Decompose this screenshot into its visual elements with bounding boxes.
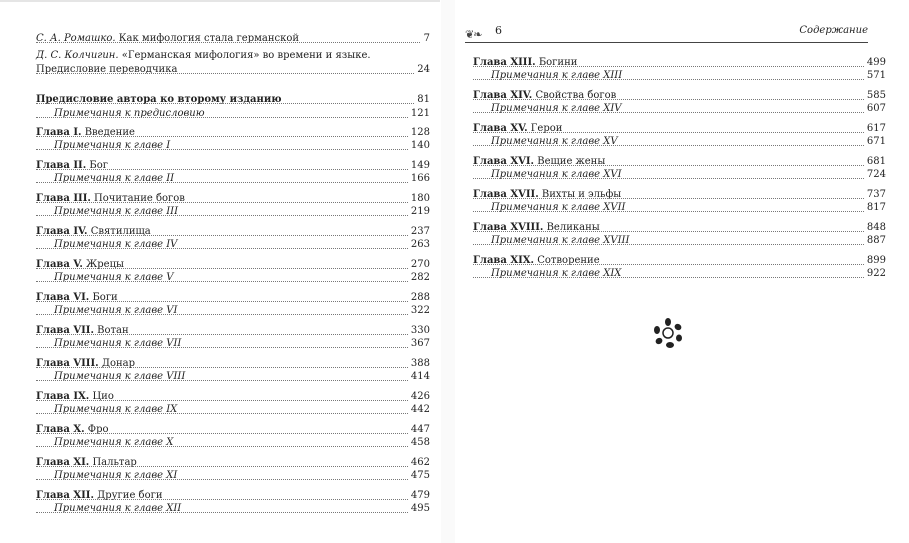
toc-label: Как мифология стала германской xyxy=(118,33,300,44)
leader-dots xyxy=(36,446,430,447)
left-page xyxy=(0,0,440,543)
chapter-title: Богини xyxy=(538,57,578,68)
chapter-title: Сотворение xyxy=(537,255,600,266)
toc-notes-label: Примечания к предисловию xyxy=(54,108,205,119)
toc-notes-label: Примечания к главе I xyxy=(54,140,171,151)
chapter-title: Жрецы xyxy=(86,259,124,270)
toc-notes-label: Примечания к главе XIV xyxy=(491,103,622,114)
toc-notes-label: Примечания к главе IV xyxy=(54,239,178,250)
chapter-title: Введение xyxy=(84,127,135,138)
toc-page: 887 xyxy=(864,234,886,248)
chapter-number: Глава XVIII. xyxy=(473,222,544,233)
toc-label: Предисловие автора ко второму изданию xyxy=(36,94,282,105)
toc-entry-chapter[interactable] xyxy=(36,357,430,371)
toc-notes-label: Примечания к главе IX xyxy=(54,404,178,415)
toc-page: 571 xyxy=(864,69,886,83)
right-page xyxy=(455,0,909,543)
toc-author: Д. С. Колчигин. xyxy=(36,50,119,61)
leader-dots xyxy=(36,367,430,368)
toc-notes-label: Примечания к главе VI xyxy=(54,305,178,316)
toc-notes-label: Примечания к главе XVIII xyxy=(491,235,630,246)
toc-page: 282 xyxy=(408,271,430,285)
chapter-number: Глава IV. xyxy=(36,226,88,237)
toc-entry-chapter[interactable] xyxy=(473,221,886,235)
leader-dots xyxy=(36,499,430,500)
chapter-title: Донар xyxy=(101,358,135,369)
leader-dots xyxy=(36,149,430,150)
leader-dots xyxy=(36,479,430,480)
toc-entry-chapter[interactable] xyxy=(473,254,886,268)
leader-dots xyxy=(36,117,430,118)
toc-entry-chapter[interactable] xyxy=(36,159,430,173)
toc-page: 607 xyxy=(864,102,886,116)
toc-page: 426 xyxy=(408,390,430,404)
toc-page: 24 xyxy=(414,63,430,77)
leader-dots xyxy=(36,314,430,315)
toc-notes-label: Примечания к главе V xyxy=(54,272,174,283)
leader-dots xyxy=(473,99,886,100)
toc-entry-notes[interactable] xyxy=(473,168,886,182)
leader-dots xyxy=(473,277,886,278)
toc-page: 462 xyxy=(408,456,430,470)
book-spine xyxy=(441,0,455,543)
chapter-number: Глава IX. xyxy=(36,391,90,402)
leader-dots xyxy=(36,433,430,434)
leader-dots xyxy=(36,136,430,137)
toc-entry-notes[interactable] xyxy=(36,304,430,318)
toc-label: Предисловие переводчика xyxy=(36,64,178,75)
toc-page: 149 xyxy=(408,159,430,173)
toc-entry-romashko[interactable] xyxy=(36,32,430,46)
toc-entry-chapter[interactable] xyxy=(473,188,886,202)
chapter-number: Глава XVI. xyxy=(473,156,535,167)
toc-page: 388 xyxy=(408,357,430,371)
toc-page: 81 xyxy=(414,93,430,107)
leader-dots xyxy=(36,169,430,170)
leader-dots xyxy=(36,42,430,43)
toc-entry-chapter[interactable] xyxy=(473,122,886,136)
leader-dots xyxy=(473,198,886,199)
chapter-number: Глава XIV. xyxy=(473,90,533,101)
chapter-number: Глава III. xyxy=(36,193,91,204)
leader-dots xyxy=(473,244,886,245)
chapter-title: Вихты и эльфы xyxy=(541,189,622,200)
chapter-title: Бог xyxy=(89,160,108,171)
leader-dots xyxy=(36,301,430,302)
leader-dots xyxy=(36,215,430,216)
chapter-title: Великаны xyxy=(546,222,600,233)
toc-entry-notes[interactable] xyxy=(473,234,886,248)
toc-entry-notes[interactable] xyxy=(36,139,430,153)
toc-page: 330 xyxy=(408,324,430,338)
toc-page: 479 xyxy=(408,489,430,503)
toc-page: 180 xyxy=(408,192,430,206)
chapter-title: Другие боги xyxy=(97,490,163,501)
toc-notes-label: Примечания к главе XV xyxy=(491,136,618,147)
floral-wreath-ornament-icon xyxy=(653,318,683,348)
toc-page: 166 xyxy=(408,172,430,186)
leader-dots xyxy=(473,79,886,80)
toc-entry-notes[interactable] xyxy=(36,502,430,516)
chapter-number: Глава VIII. xyxy=(36,358,99,369)
chapter-title: Фро xyxy=(87,424,109,435)
toc-page: 367 xyxy=(408,337,430,351)
toc-page: 495 xyxy=(408,502,430,516)
chapter-number: Глава XIII. xyxy=(473,57,536,68)
leader-dots xyxy=(473,165,886,166)
toc-page: 922 xyxy=(864,267,886,281)
toc-entry-chapter[interactable] xyxy=(36,324,430,338)
toc-entry-notes[interactable] xyxy=(473,135,886,149)
toc-page: 322 xyxy=(408,304,430,318)
toc-page: 671 xyxy=(864,135,886,149)
toc-entry-notes[interactable] xyxy=(473,201,886,215)
chapter-title: Цио xyxy=(92,391,114,402)
leader-dots xyxy=(36,182,430,183)
toc-notes-label: Примечания к главе XIX xyxy=(491,268,622,279)
toc-notes-label: Примечания к главе VII xyxy=(54,338,182,349)
toc-page: 585 xyxy=(864,89,886,103)
toc-page: 128 xyxy=(408,126,430,140)
leader-dots xyxy=(36,268,430,269)
page-number: 6 xyxy=(495,24,502,37)
toc-page: 121 xyxy=(408,107,430,121)
toc-entry-kolchigin[interactable] xyxy=(36,49,430,63)
toc-notes-label: Примечания к главе III xyxy=(54,206,179,217)
toc-page: 442 xyxy=(408,403,430,417)
toc-entry-notes[interactable] xyxy=(36,370,430,384)
toc-page: 475 xyxy=(408,469,430,483)
leader-dots xyxy=(36,235,430,236)
chapter-title: Пальтар xyxy=(92,457,137,468)
toc-notes-label: Примечания к главе XII xyxy=(54,503,182,514)
leader-dots xyxy=(36,380,430,381)
toc-entry-notes[interactable] xyxy=(473,69,886,83)
chapter-number: Глава XII. xyxy=(36,490,94,501)
toc-entry-chapter[interactable] xyxy=(473,155,886,169)
toc-page: 237 xyxy=(408,225,430,239)
leader-dots xyxy=(473,231,886,232)
chapter-number: Глава V. xyxy=(36,259,83,270)
toc-notes-label: Примечания к главе VIII xyxy=(54,371,186,382)
toc-page: 681 xyxy=(864,155,886,169)
toc-entry-chapter[interactable] xyxy=(36,258,430,272)
chapter-number: Глава II. xyxy=(36,160,87,171)
chapter-title: Святилища xyxy=(90,226,151,237)
toc-page: 458 xyxy=(408,436,430,450)
toc-entry-notes[interactable] xyxy=(36,337,430,351)
toc-entry-chapter[interactable] xyxy=(473,89,886,103)
leader-dots xyxy=(473,145,886,146)
toc-entry-chapter[interactable] xyxy=(36,192,430,206)
toc-author: С. А. Ромашко. xyxy=(36,33,116,44)
chapter-number: Глава XIX. xyxy=(473,255,535,266)
leader-dots xyxy=(36,466,430,467)
toc-entry-notes[interactable] xyxy=(36,172,430,186)
chapter-title: Свойства богов xyxy=(535,90,617,101)
running-header xyxy=(465,24,868,43)
toc-notes-label: Примечания к главе XVII xyxy=(491,202,626,213)
toc-entry-notes[interactable] xyxy=(473,267,886,281)
toc-page: 724 xyxy=(864,168,886,182)
chapter-number: Глава XVII. xyxy=(473,189,539,200)
leader-dots xyxy=(36,248,430,249)
toc-entry-translator-preface[interactable] xyxy=(36,63,430,77)
toc-entry-notes[interactable] xyxy=(36,469,430,483)
toc-entry-preface-notes[interactable] xyxy=(36,107,430,121)
toc-entry-chapter[interactable] xyxy=(36,126,430,140)
toc-page: 414 xyxy=(408,370,430,384)
toc-page: 263 xyxy=(408,238,430,252)
chapter-number: Глава XI. xyxy=(36,457,90,468)
toc-page: 899 xyxy=(864,254,886,268)
toc-entry-notes[interactable] xyxy=(473,102,886,116)
leader-dots xyxy=(473,211,886,212)
leader-dots xyxy=(473,66,886,67)
toc-entry-notes[interactable] xyxy=(36,436,430,450)
leader-dots xyxy=(36,202,430,203)
leader-dots xyxy=(36,413,430,414)
chapter-number: Глава XV. xyxy=(473,123,528,134)
toc-entry-chapter[interactable] xyxy=(36,390,430,404)
chapter-number: Глава I. xyxy=(36,127,82,138)
toc-page: 737 xyxy=(864,188,886,202)
toc-page: 219 xyxy=(408,205,430,219)
toc-page: 270 xyxy=(408,258,430,272)
toc-entry-notes[interactable] xyxy=(36,238,430,252)
toc-notes-label: Примечания к главе XIII xyxy=(491,70,623,81)
toc-notes-label: Примечания к главе XI xyxy=(54,470,178,481)
leader-dots xyxy=(36,73,430,74)
leader-dots xyxy=(36,281,430,282)
leader-dots xyxy=(473,264,886,265)
leader-dots xyxy=(473,132,886,133)
toc-entry-author-preface[interactable] xyxy=(36,93,430,107)
leader-dots xyxy=(36,400,430,401)
toc-page: 817 xyxy=(864,201,886,215)
toc-page: 140 xyxy=(408,139,430,153)
toc-entry-notes[interactable] xyxy=(36,271,430,285)
leader-dots xyxy=(36,347,430,348)
toc-entry-chapter[interactable] xyxy=(473,56,886,70)
toc-page: 7 xyxy=(421,32,430,46)
chapter-title: Вещие жены xyxy=(537,156,606,167)
running-title: Содержание xyxy=(799,25,868,36)
toc-page: 499 xyxy=(864,56,886,70)
chapter-title: Боги xyxy=(92,292,118,303)
toc-entry-chapter[interactable] xyxy=(36,489,430,503)
toc-entry-chapter[interactable] xyxy=(36,291,430,305)
leader-dots xyxy=(473,178,886,179)
toc-entry-notes[interactable] xyxy=(36,403,430,417)
leader-dots xyxy=(36,334,430,335)
leader-dots xyxy=(473,112,886,113)
toc-entry-notes[interactable] xyxy=(36,205,430,219)
vine-ornament-icon: ❦❧ xyxy=(465,28,482,41)
chapter-title: Почитание богов xyxy=(94,193,185,204)
leader-dots xyxy=(36,512,430,513)
chapter-number: Глава VII. xyxy=(36,325,94,336)
chapter-number: Глава VI. xyxy=(36,292,90,303)
toc-page: 288 xyxy=(408,291,430,305)
chapter-title: Вотан xyxy=(97,325,129,336)
leader-dots xyxy=(36,103,430,104)
toc-entry-chapter[interactable] xyxy=(36,225,430,239)
chapter-title: Герои xyxy=(530,123,563,134)
toc-notes-label: Примечания к главе II xyxy=(54,173,175,184)
chapter-number: Глава X. xyxy=(36,424,85,435)
toc-entry-chapter[interactable] xyxy=(36,423,430,437)
toc-page: 447 xyxy=(408,423,430,437)
toc-page: 848 xyxy=(864,221,886,235)
toc-notes-label: Примечания к главе XVI xyxy=(491,169,622,180)
toc-notes-label: Примечания к главе X xyxy=(54,437,174,448)
toc-page: 617 xyxy=(864,122,886,136)
toc-label: «Германская мифология» во времени и языке. xyxy=(121,50,371,61)
toc-entry-chapter[interactable] xyxy=(36,456,430,470)
